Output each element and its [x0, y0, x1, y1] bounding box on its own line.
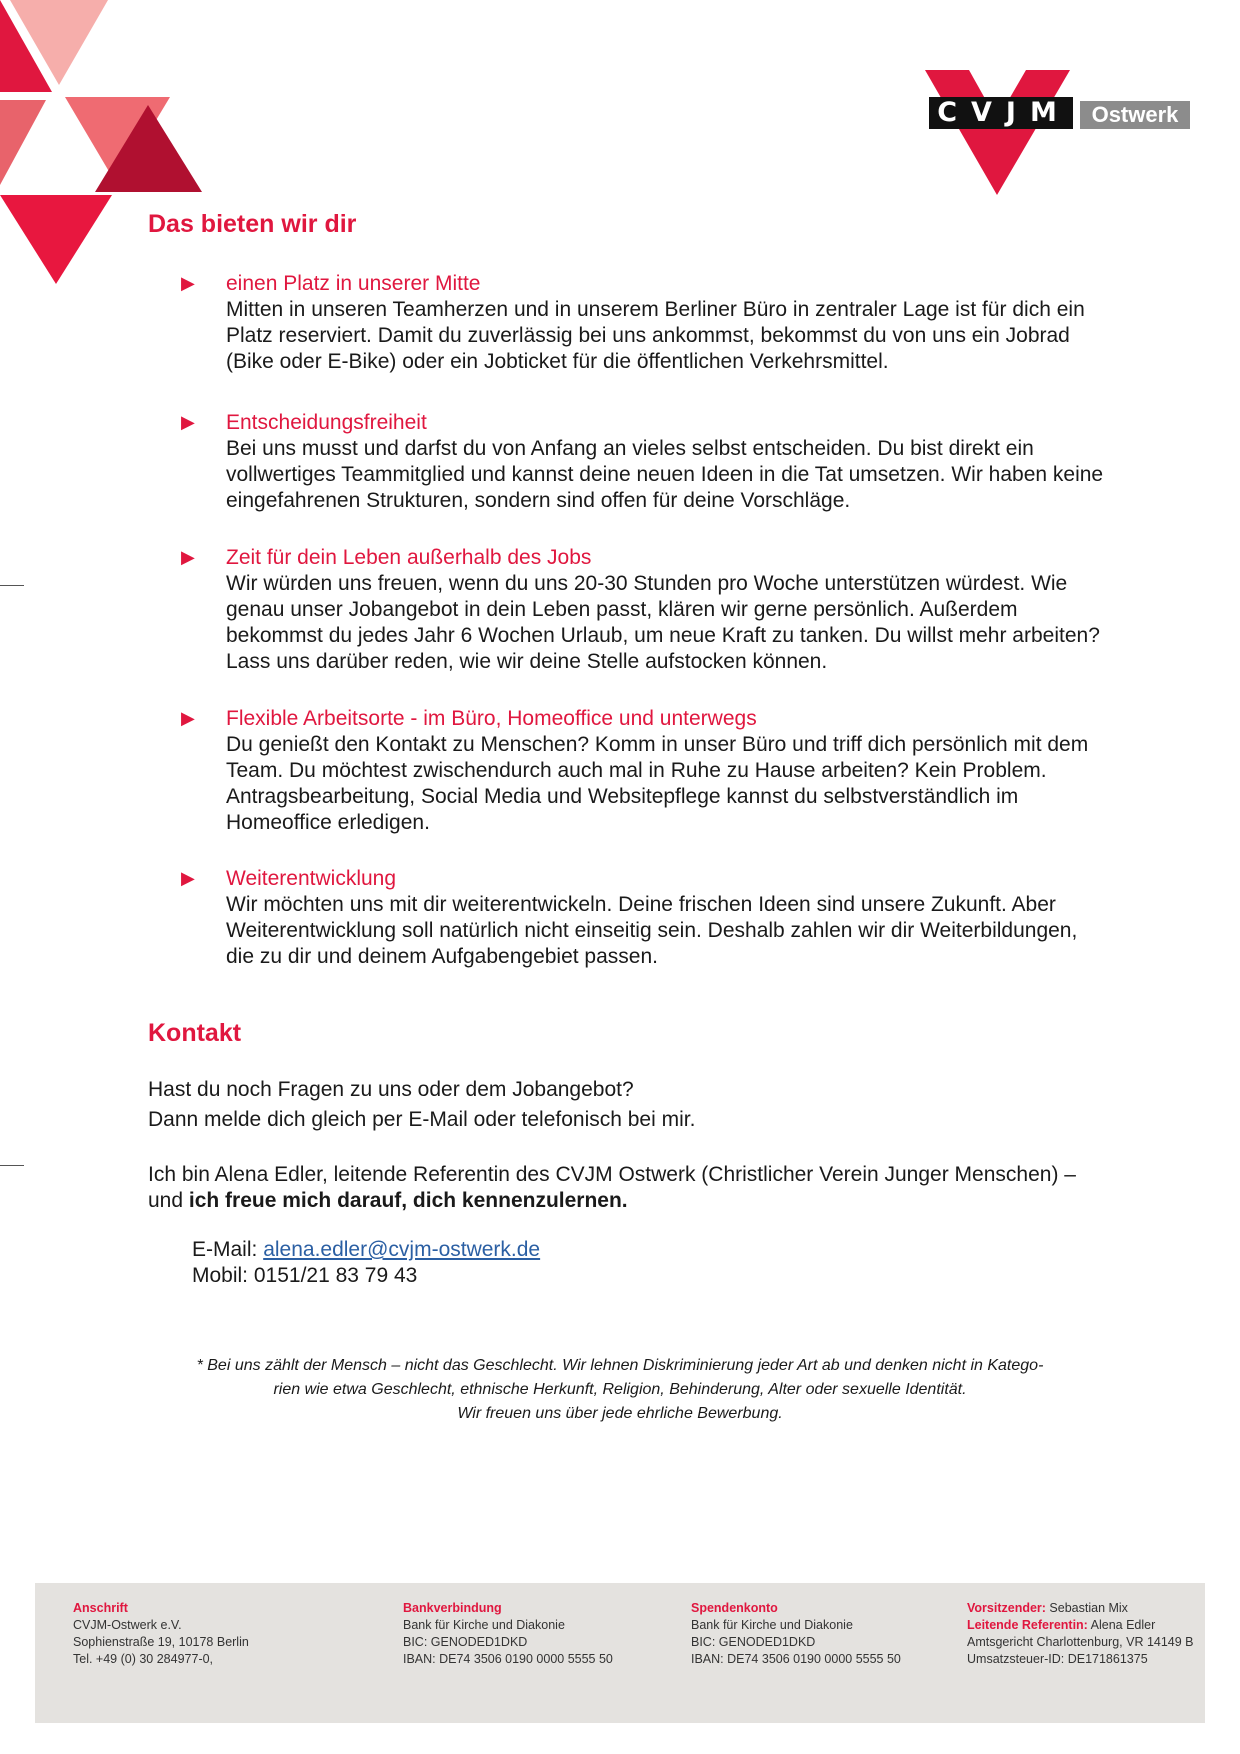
bullet-icon: ▶: [181, 547, 195, 567]
footer-tax-id: Umsatzsteuer-ID: DE171861375: [967, 1652, 1148, 1666]
offer-item-body: Mitten in unseren Teamherzen und in unserem Berliner Büro in zentraler Lage ist für dich ein Platz reserviert. Damit du zuverlässig bei uns ankommst, bekommst du von uns ein Jobrad (Bike oder E-Bike) oder ein Jobticket für die öffentlichen Verkehrsmittel.: [226, 298, 1085, 373]
footer-lead: [967, 1617, 1194, 1634]
bullet-icon: ▶: [181, 412, 195, 432]
bullet-icon: ▶: [181, 708, 195, 728]
offer-item-title: einen Platz in unserer Mitte: [226, 272, 481, 295]
fold-mark-top: [0, 585, 24, 586]
footer-bank: [403, 1600, 613, 1668]
diversity-note: [150, 1354, 1090, 1426]
email-label: E-Mail:: [192, 1238, 264, 1261]
footer-address-heading: Anschrift: [73, 1601, 128, 1615]
offer-item-body: Wir würden uns freuen, wenn du uns 20-30 Stunden pro Woche unterstützen würdest. Wie genau unser Jobangebot in dein Leben passt, klären wir gerne persönlich. Außerdem bekommst du jedes Jahr 6 Wochen Urlaub, um neue Kraft zu tanken. Du willst mehr arbeiten? Lass uns darüber reden, wie wir deine Stelle aufstocken können.: [226, 572, 1100, 673]
footer-donation-line: IBAN: DE74 3506 0190 0000 5555 50: [691, 1652, 901, 1666]
contact-intro-bold: ich freue mich darauf, dich kennenzulernen.: [188, 1189, 628, 1212]
decorative-triangles: [0, 0, 240, 300]
email-link[interactable]: alena.edler@cvjm-ostwerk.de: [263, 1238, 541, 1261]
footer-bank-line: BIC: GENODED1DKD: [403, 1635, 528, 1649]
contact-intro-closing: [148, 1186, 628, 1216]
footer-donation: [691, 1600, 901, 1668]
footer-address-line: Sophienstraße 19, 10178 Berlin: [73, 1635, 249, 1649]
note-line-2: rien wie etwa Geschlecht, ethnische Herkunft, Religion, Behinderung, Alter oder sexuelle Identität.: [273, 1381, 967, 1398]
offer-item-body: Wir möchten uns mit dir weiterentwickeln. Deine frischen Ideen sind unsere Zukunft. Aber Weiterentwicklung soll natürlich nicht einseitig sein. Deshalb zahlen wir dir Weiterbildungen, die zu dir und deinem Aufgabengebiet passen.: [226, 893, 1078, 968]
cvjm-ostwerk-logo: [925, 70, 1195, 200]
footer-bank-line: IBAN: DE74 3506 0190 0000 5555 50: [403, 1652, 613, 1666]
footer-address: [73, 1600, 249, 1668]
footer-bank-line: Bank für Kirche und Diakonie: [403, 1618, 565, 1632]
footer: [35, 1583, 1205, 1723]
logo-ostwerk-text: Ostwerk: [1080, 101, 1190, 129]
offer-item-title: Weiterentwicklung: [226, 867, 397, 890]
footer-address-line: CVJM-Ostwerk e.V.: [73, 1618, 182, 1632]
footer-chair-name: Sebastian Mix: [1045, 1601, 1128, 1615]
bullet-icon: ▶: [181, 868, 195, 888]
offer-item-title: Zeit für dein Leben außerhalb des Jobs: [226, 546, 592, 569]
contact-intro-plain: und: [148, 1189, 189, 1212]
footer-lead-name: Alena Edler: [1087, 1618, 1156, 1632]
note-line-3: Wir freuen uns über jede ehrliche Bewerbung.: [457, 1405, 783, 1422]
note-line-1: * Bei uns zählt der Mensch – nicht das Geschlecht. Wir lehnen Diskriminierung jeder Art ab und denken nicht in Katego-: [196, 1357, 1044, 1374]
contact-question: Hast du noch Fragen zu uns oder dem Jobangebot?: [148, 1078, 634, 1101]
offer-heading: Das bieten wir dir: [148, 210, 357, 238]
offer-item-body: Du genießt den Kontakt zu Menschen? Komm in unser Büro und triff dich persönlich mit dem Team. Du möchtest zwischendurch auch mal in Ruhe zu Hause arbeiten? Kein Problem. Antragsbearbeitung, Social Media und Websitepflege kannst du selbstverständlich im Homeoffice erledigen.: [226, 733, 1089, 834]
offer-item-title: Entscheidungsfreiheit: [226, 411, 427, 434]
footer-donation-line: BIC: GENODED1DKD: [691, 1635, 816, 1649]
fold-mark-bottom: [0, 1165, 24, 1166]
contact-invite: Dann melde dich gleich per E-Mail oder telefonisch bei mir.: [148, 1108, 696, 1131]
footer-bank-heading: Bankverbindung: [403, 1601, 502, 1615]
bullet-icon: ▶: [181, 273, 195, 293]
footer-chair: [967, 1600, 1194, 1617]
email-line: [192, 1237, 540, 1263]
footer-address-line: Tel. +49 (0) 30 284977-0,: [73, 1652, 214, 1666]
footer-lead-label: Leitende Referentin:: [967, 1618, 1088, 1632]
phone-line: Mobil: 0151/21 83 79 43: [192, 1264, 418, 1287]
offer-item-title: Flexible Arbeitsorte - im Büro, Homeoffice und unterwegs: [226, 707, 757, 730]
footer-chair-label: Vorsitzender:: [967, 1601, 1046, 1615]
offer-item-body: Bei uns musst und darfst du von Anfang an vieles selbst entscheiden. Du bist direkt ein vollwertiges Teammitglied und kannst deine neuen Ideen in die Tat umsetzen. Wir haben keine eingefahrenen Strukturen, sondern sind offen für deine Vorschläge.: [226, 437, 1104, 512]
contact-intro: Ich bin Alena Edler, leitende Referentin des CVJM Ostwerk (Christlicher Verein Junger Menschen) –: [148, 1163, 1076, 1186]
footer-donation-line: Bank für Kirche und Diakonie: [691, 1618, 853, 1632]
footer-donation-heading: Spendenkonto: [691, 1601, 778, 1615]
footer-board: [967, 1600, 1194, 1668]
footer-court: Amtsgericht Charlottenburg, VR 14149 B: [967, 1635, 1194, 1649]
logo-cvjm-text: CVJM: [929, 97, 1073, 129]
contact-heading: Kontakt: [148, 1019, 242, 1047]
